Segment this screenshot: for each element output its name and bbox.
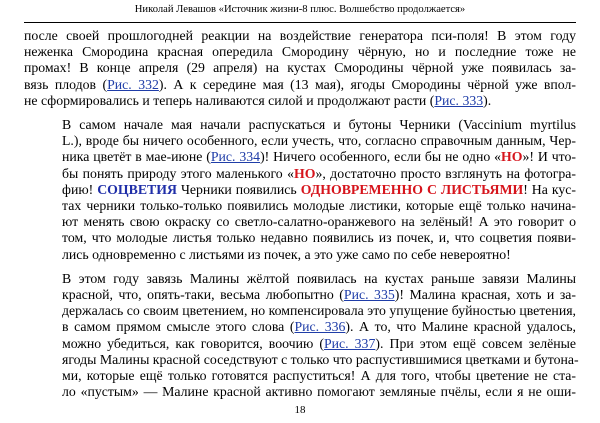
text-line: В этом году завязь Малины жёлтой появилась на кустах раньше завязи Малины — [62, 270, 576, 286]
emphasis-simultaneously: ОДНОВРЕМЕННО С ЛИСТЬЯМИ — [300, 181, 524, 197]
text-line: ют менять свою окраску со светло-салатно-оранжевого на зелёный! А это говорит о — [62, 214, 576, 230]
text-line: лись одновременно с листьями из почек, а это уже само по себе невероятно! — [62, 246, 511, 262]
body-text — [24, 28, 579, 408]
text-line: красной, что, опять-таки, весьма любопытно (Рис. 335)! Малина красная, хоть и за- — [62, 287, 576, 303]
text-line: ягоды Малины красной соседствуют с только что распустившимися цветками и бутона- — [62, 351, 579, 367]
figure-link-333[interactable]: Рис. 333 — [434, 92, 484, 108]
text-line: неженка Смородина красная опередила Смородину чёрную, но и последние тоже не — [24, 44, 576, 60]
text-line: L.), вроде бы ничего особенного, если учесть, что, согласно справочным данным, Чер- — [62, 133, 576, 149]
text-line: после своей прошлогодней реакции на воздействие генератора пси-поля! В этом году — [24, 28, 576, 43]
paragraph-2 — [24, 117, 576, 263]
figure-link-334[interactable]: Рис. 334 — [210, 149, 261, 165]
text-line: фию! СОЦВЕТИЯ Черники появились ОДНОВРЕМЕННО С ЛИСТЬЯМИ! На кус- — [62, 181, 576, 197]
header-rule — [24, 22, 576, 23]
text-line: держалась со своим цветением, но компенсировала это упущение буйностью цветения, — [62, 303, 576, 319]
emphasis-inflorescences: СОЦВЕТИЯ — [97, 181, 177, 197]
text-line: ло «пустым» — Малине красной активно помогают земляные пчёлы, если я не оши- — [62, 384, 576, 400]
text-line: промах! В конце апреля (29 апреля) на кустах Смородины чёрной уже появилась за- — [24, 60, 576, 76]
emphasis-no: НО — [293, 165, 316, 181]
text-line: тах черники только-только появились молодые листики, которые ещё только начина- — [62, 198, 576, 214]
text-line: В самом начале мая начали распускаться и бутоны Черники (Vaccinium myrtilus — [62, 117, 576, 133]
text-line: в самом прямом смысле этого слова (Рис. 336). А то, что Малине красной удалось, — [62, 319, 577, 335]
emphasis-no: НО — [501, 149, 523, 165]
text-line: бы понять природу этого маленького «НО», достаточно просто взглянуть на фотогра- — [62, 165, 577, 181]
text-line: том, что молодые листья только недавно появились из почек, и, что соцветия появи- — [62, 230, 576, 246]
text-line: ника цветёт в мае-июне (Рис. 334)! Ничего особенного, если бы не одно «НО»! И что- — [62, 149, 577, 165]
figure-link-335[interactable]: Рис. 335 — [343, 287, 395, 303]
paragraph-1 — [24, 28, 576, 109]
text-line: вязь плодов (Рис. 332). А к середине мая (13 мая), ягоды Смородины чёрной уже впол- — [24, 76, 576, 92]
page-number: 18 — [294, 404, 306, 416]
figure-link-337[interactable]: Рис. 337 — [323, 335, 376, 351]
running-header: Николай Левашов «Источник жизни-8 плюс. Волшебство продолжается» — [134, 4, 466, 15]
text-line: ми, которые ещё только готовятся распуститься! А для того, чтобы цветение не ста- — [62, 368, 576, 384]
text-line: не сформировались и теперь наливаются силой и продолжают расти (Рис. 333). — [24, 92, 492, 108]
figure-link-336[interactable]: Рис. 336 — [294, 319, 346, 335]
text-line: можно убедиться, как говорится, воочию (Рис. 337). При этом ещё совсем зелёные — [62, 335, 576, 351]
paragraph-3 — [24, 270, 579, 401]
figure-link-332[interactable]: Рис. 332 — [107, 76, 159, 92]
